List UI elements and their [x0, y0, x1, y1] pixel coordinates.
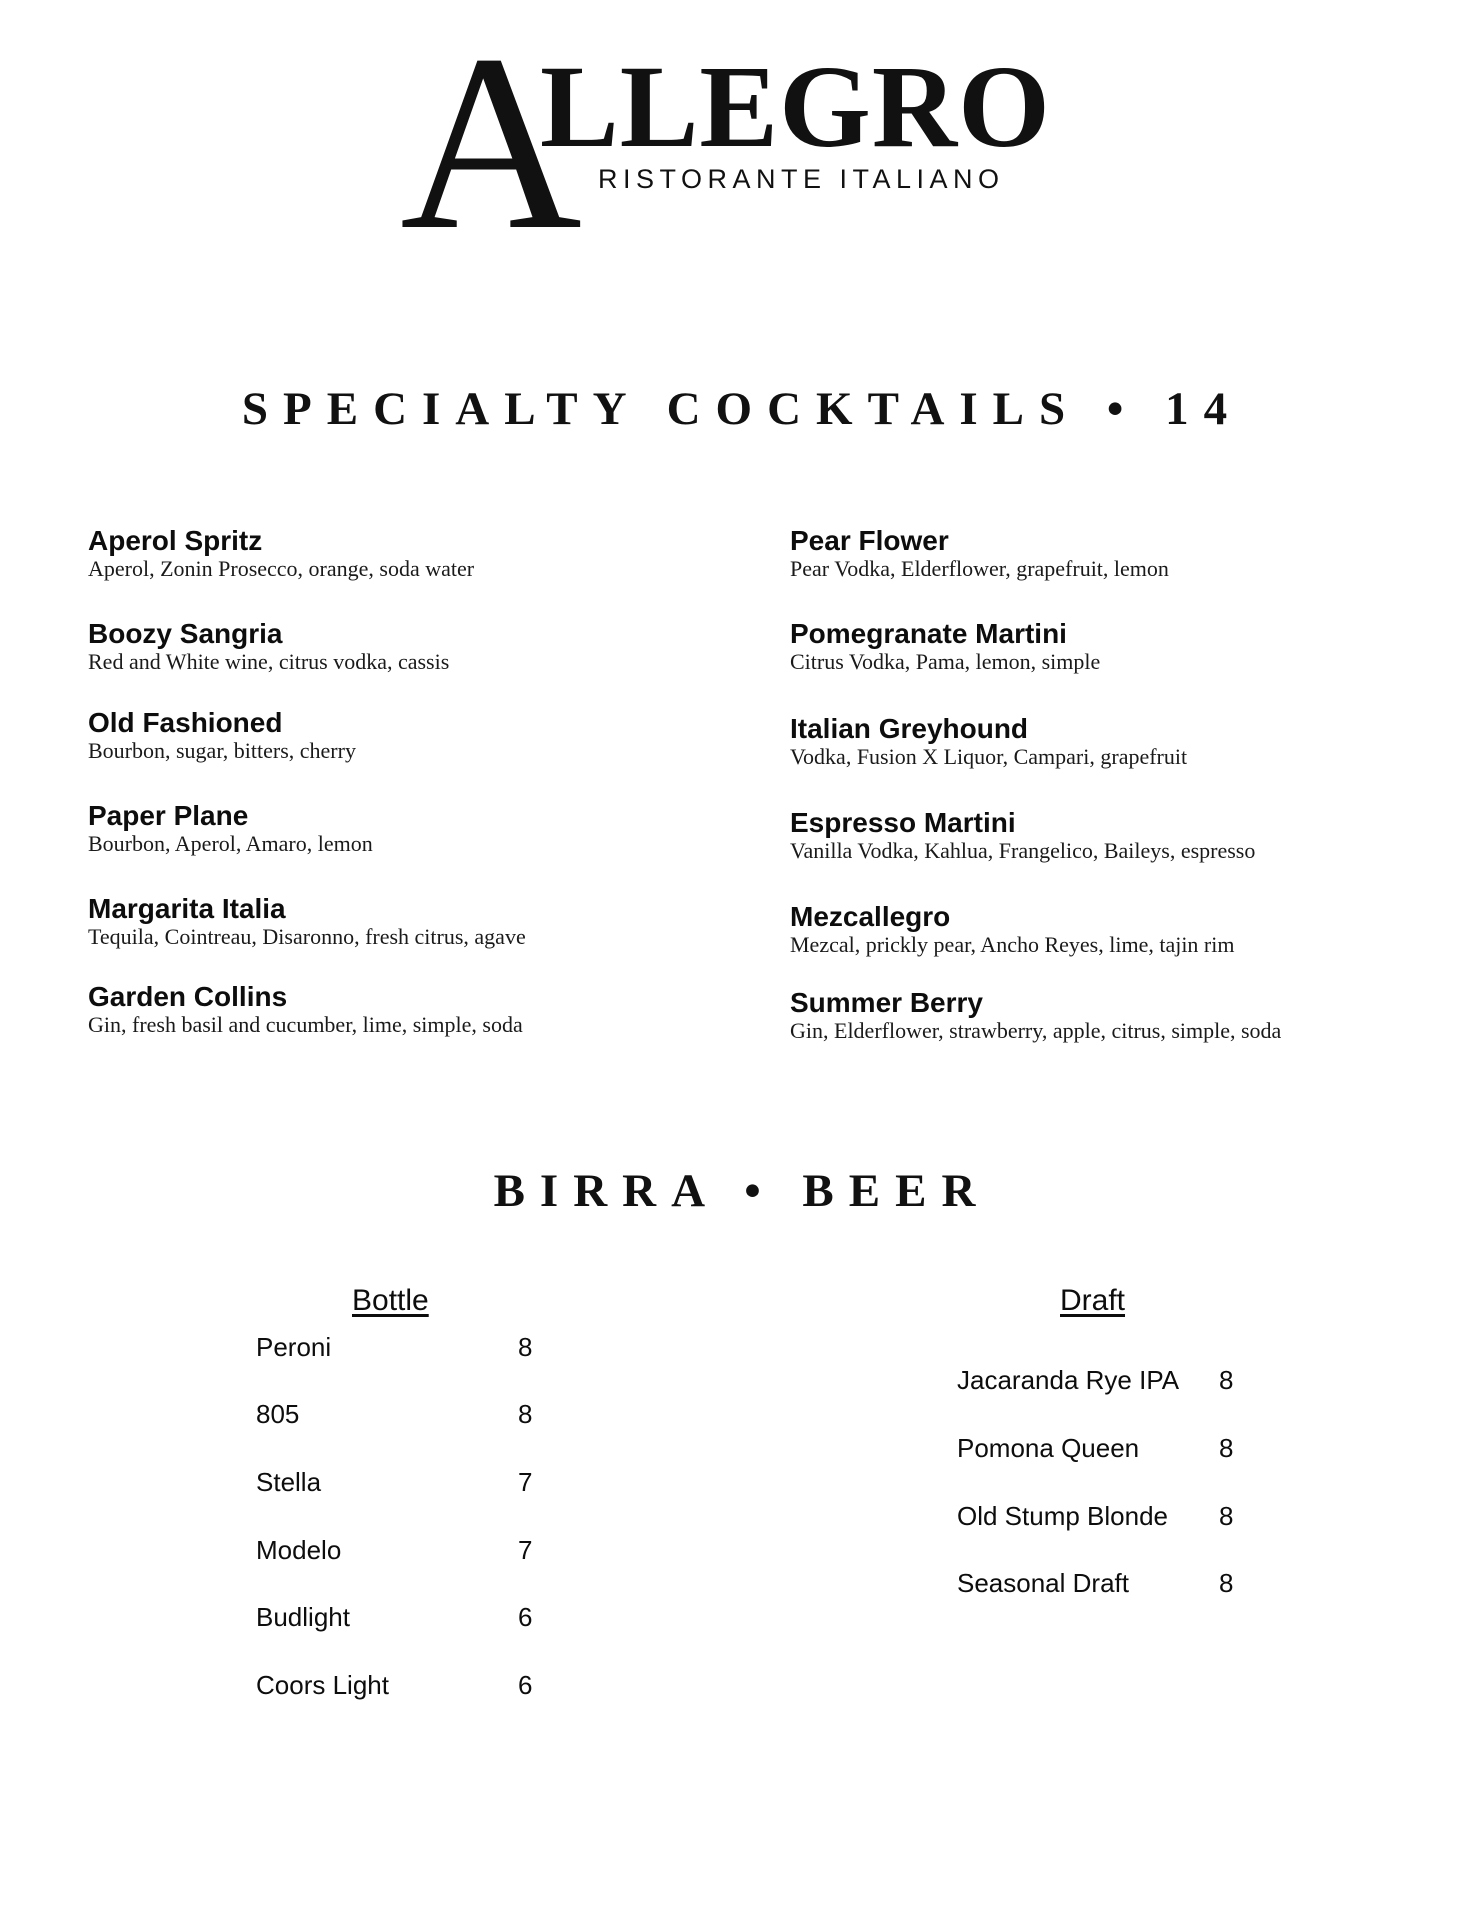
beer-row	[256, 1532, 556, 1568]
beer-price: 8	[518, 1399, 533, 1429]
beer-name: Seasonal Draft	[957, 1568, 1129, 1598]
beer-row	[256, 1464, 556, 1500]
beer-price: 8	[1219, 1501, 1234, 1531]
beer-price: 7	[518, 1535, 533, 1565]
cocktail-item	[790, 902, 1234, 958]
cocktail-name: Italian Greyhound	[790, 713, 1029, 744]
beer-name: Pomona Queen	[957, 1433, 1140, 1463]
cocktail-name: Old Fashioned	[88, 707, 283, 738]
cocktail-name: Espresso Martini	[790, 807, 1016, 838]
cocktail-name: Garden Collins	[88, 981, 288, 1012]
beer-price: 7	[518, 1467, 533, 1497]
restaurant-logo	[400, 2, 1051, 282]
cocktail-description: Vodka, Fusion X Liquor, Campari, grapefruit	[790, 744, 1188, 769]
cocktail-item	[88, 619, 449, 675]
cocktail-description: Gin, fresh basil and cucumber, lime, simple, soda	[88, 1012, 523, 1037]
beer-name: Stella	[256, 1467, 322, 1497]
cocktail-description: Vanilla Vodka, Kahlua, Frangelico, Baileys, espresso	[790, 838, 1256, 863]
cocktail-name: Paper Plane	[88, 800, 249, 831]
cocktail-item	[790, 714, 1187, 770]
cocktail-item	[88, 801, 373, 857]
beer-name: Modelo	[256, 1535, 342, 1565]
beer-price: 6	[518, 1602, 533, 1632]
logo-wordmark: LLEGRO	[540, 41, 1051, 172]
beer-name: Budlight	[256, 1602, 350, 1632]
beer-name: Old Stump Blonde	[957, 1501, 1169, 1531]
beer-price: 6	[518, 1670, 533, 1700]
cocktail-item	[88, 526, 474, 582]
cocktail-description: Bourbon, sugar, bitters, cherry	[88, 738, 356, 763]
cocktail-name: Boozy Sangria	[88, 618, 283, 649]
cocktail-description: Tequila, Cointreau, Disaronno, fresh citrus, agave	[88, 924, 526, 949]
cocktail-name: Pomegranate Martini	[790, 618, 1067, 649]
logo-initial: A	[400, 2, 582, 282]
cocktail-name: Aperol Spritz	[88, 525, 263, 556]
beer-row	[957, 1498, 1257, 1534]
beer-name: Jacaranda Rye IPA	[957, 1365, 1180, 1395]
beer-price: 8	[518, 1332, 533, 1362]
cocktail-item	[790, 526, 1169, 582]
beer-row	[256, 1599, 556, 1635]
cocktails-heading: SPECIALTY COCKTAILS • 14	[241, 383, 1243, 435]
cocktail-name: Summer Berry	[790, 987, 983, 1018]
beer-price: 8	[1219, 1433, 1234, 1463]
beer-name: Coors Light	[256, 1670, 389, 1700]
beer-row	[957, 1362, 1257, 1398]
beer-row	[957, 1565, 1257, 1601]
cocktail-name: Margarita Italia	[88, 893, 286, 924]
cocktail-description: Citrus Vodka, Pama, lemon, simple	[790, 649, 1101, 674]
cocktail-description: Bourbon, Aperol, Amaro, lemon	[88, 831, 373, 856]
beer-row	[256, 1667, 556, 1703]
cocktail-description: Red and White wine, citrus vodka, cassis	[88, 649, 450, 674]
cocktail-description: Aperol, Zonin Prosecco, orange, soda water	[88, 556, 475, 581]
beer-name: 805	[256, 1399, 300, 1429]
cocktail-name: Mezcallegro	[790, 901, 951, 932]
beer-row	[256, 1329, 556, 1365]
logo-subtitle: RISTORANTE ITALIANO	[598, 164, 1005, 194]
beer-row	[256, 1396, 556, 1432]
cocktail-item	[790, 619, 1100, 675]
beer-row	[957, 1430, 1257, 1466]
cocktail-item	[790, 808, 1255, 864]
bottle-title: Bottle	[352, 1284, 429, 1317]
beer-price: 8	[1219, 1365, 1234, 1395]
beer-heading: BIRRA • BEER	[493, 1165, 991, 1217]
cocktail-item	[88, 894, 526, 950]
beer-name: Peroni	[256, 1332, 332, 1362]
cocktail-description: Pear Vodka, Elderflower, grapefruit, lemon	[790, 556, 1169, 581]
cocktail-description: Mezcal, prickly pear, Ancho Reyes, lime, tajin rim	[790, 932, 1235, 957]
beer-price: 8	[1219, 1568, 1234, 1598]
cocktail-item	[790, 988, 1281, 1044]
cocktail-name: Pear Flower	[790, 525, 949, 556]
cocktail-description: Gin, Elderflower, strawberry, apple, citrus, simple, soda	[790, 1018, 1282, 1043]
draft-title: Draft	[1060, 1284, 1126, 1317]
cocktail-item	[88, 708, 356, 764]
cocktail-item	[88, 982, 523, 1038]
